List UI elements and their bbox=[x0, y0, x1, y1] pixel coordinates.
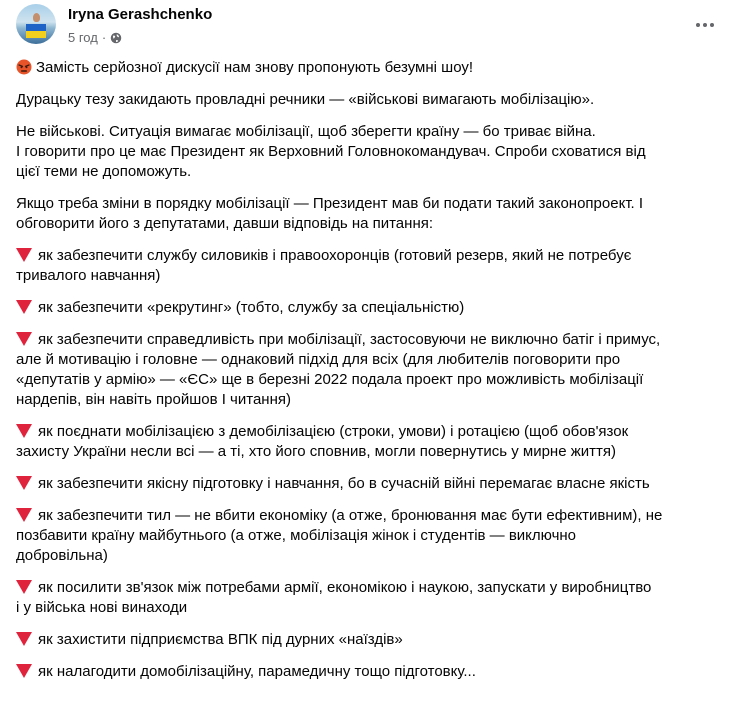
list-item-line: нардепів, він навіть пройшов І читання) bbox=[16, 391, 291, 408]
list-item-line bbox=[16, 422, 720, 442]
list-item-line: «депутатів у армію» — «ЄС» ще в березні 2022 подала проект про можливість мобілізації bbox=[16, 371, 644, 388]
red-triangle-down-icon bbox=[16, 300, 32, 314]
post-body bbox=[16, 58, 720, 694]
list-item-line bbox=[16, 630, 720, 650]
list-item-text: як захистити підприємства ВПК під дурних «наїздів» bbox=[38, 631, 403, 648]
paragraph bbox=[16, 90, 720, 110]
list-item-text: як забезпечити справедливість при мобілізації, застосовуючи не виключно батіг і примус, bbox=[38, 331, 661, 348]
list-item bbox=[16, 662, 720, 682]
list-item-line: захисту України несли всі — а ті, хто його сповнив, могли повернутись у мирне життя) bbox=[16, 443, 616, 460]
list-item bbox=[16, 422, 720, 462]
list-item bbox=[16, 630, 720, 650]
red-triangle-down-icon bbox=[16, 476, 32, 490]
list-item bbox=[16, 298, 720, 318]
angry-face-icon bbox=[16, 59, 32, 75]
red-triangle-down-icon bbox=[16, 632, 32, 646]
paragraph-line: Якщо треба зміни в порядку мобілізації — Президент мав би подати такий законопроект. І bbox=[16, 195, 644, 212]
paragraph-line: цієї теми не допоможуть. bbox=[16, 163, 192, 180]
avatar-flag-yellow bbox=[26, 31, 46, 38]
list-item-line: тривалого навчання) bbox=[16, 267, 161, 284]
more-dot bbox=[696, 23, 700, 27]
post-header bbox=[16, 0, 720, 54]
red-triangle-down-icon bbox=[16, 508, 32, 522]
list-item-text: як забезпечити «рекрутинг» (тобто, службу за спеціальністю) bbox=[38, 299, 465, 316]
paragraph-line: Не військові. Ситуація вимагає мобілізації, щоб зберегти країну — бо триває війна. bbox=[16, 123, 596, 140]
list-item bbox=[16, 330, 720, 410]
list-item-line bbox=[16, 662, 720, 682]
list-item-text: як забезпечити службу силовиків і правоохоронців (готовий резерв, який не потребує bbox=[38, 247, 632, 264]
list-item-line: позбавити країну майбутнього (а отже, мобілізація жінок і студентів — виключно bbox=[16, 527, 577, 544]
paragraph-line bbox=[16, 58, 720, 78]
list-item-line bbox=[16, 298, 720, 318]
list-item-line: і у війська нові винаходи bbox=[16, 599, 188, 616]
list-item-text: як налагодити домобілізаційну, парамедичну тощо підготовку... bbox=[38, 663, 476, 680]
more-dot bbox=[703, 23, 707, 27]
list-item-text: як забезпечити тил — не вбити економіку (а отже, бронювання має бути ефективним), не bbox=[38, 507, 663, 524]
paragraph-line: І говорити про це має Президент як Верховний Головнокомандувач. Спроби сховатися від bbox=[16, 143, 646, 160]
post-meta bbox=[68, 30, 122, 45]
red-triangle-down-icon bbox=[16, 424, 32, 438]
paragraph-line: обговорити його з депутатами, давши відповідь на питання: bbox=[16, 215, 434, 232]
list-item bbox=[16, 578, 720, 618]
avatar[interactable] bbox=[16, 4, 56, 44]
paragraph bbox=[16, 122, 720, 182]
red-triangle-down-icon bbox=[16, 580, 32, 594]
list-item bbox=[16, 506, 720, 566]
list-item bbox=[16, 246, 720, 286]
list-item-line: добровільна) bbox=[16, 547, 108, 564]
globe-icon bbox=[110, 32, 122, 44]
avatar-person bbox=[33, 13, 40, 22]
paragraph-line-text: Замість серйозної дискусії нам знову пропонують безумні шоу! bbox=[36, 59, 474, 76]
list-item-text: як поєднати мобілізацією з демобілізацією (строки, умови) і ротацією (щоб обов'язок bbox=[38, 423, 629, 440]
list-item-line bbox=[16, 330, 720, 350]
red-triangle-down-icon bbox=[16, 332, 32, 346]
red-triangle-down-icon bbox=[16, 664, 32, 678]
paragraph bbox=[16, 58, 720, 78]
paragraph-line: Дурацьку тезу закидають провладні речники — «військові вимагають мобілізацію». bbox=[16, 91, 595, 108]
red-triangle-down-icon bbox=[16, 248, 32, 262]
list-item-text: як посилити зв'язок між потребами армії, економікою і наукою, запускати у виробництво bbox=[38, 579, 652, 596]
list-item-line bbox=[16, 506, 720, 526]
list-item-line bbox=[16, 246, 720, 266]
more-options-button[interactable] bbox=[690, 10, 720, 40]
avatar-flag-blue bbox=[26, 24, 46, 31]
more-dot bbox=[710, 23, 714, 27]
post-time[interactable]: 5 год bbox=[68, 30, 98, 45]
author-name[interactable]: Iryna Gerashchenko bbox=[68, 6, 213, 23]
list-item-line bbox=[16, 578, 720, 598]
list-item-line: але й мотивацію і головне — однаковий підхід для всіх (для любителів поговорити про bbox=[16, 351, 621, 368]
paragraph bbox=[16, 194, 720, 234]
list-item-text: як забезпечити якісну підготовку і навчання, бо в сучасній війні перемагає власне якість bbox=[38, 475, 650, 492]
meta-separator: · bbox=[101, 30, 107, 45]
list-item-line bbox=[16, 474, 720, 494]
list-item bbox=[16, 474, 720, 494]
